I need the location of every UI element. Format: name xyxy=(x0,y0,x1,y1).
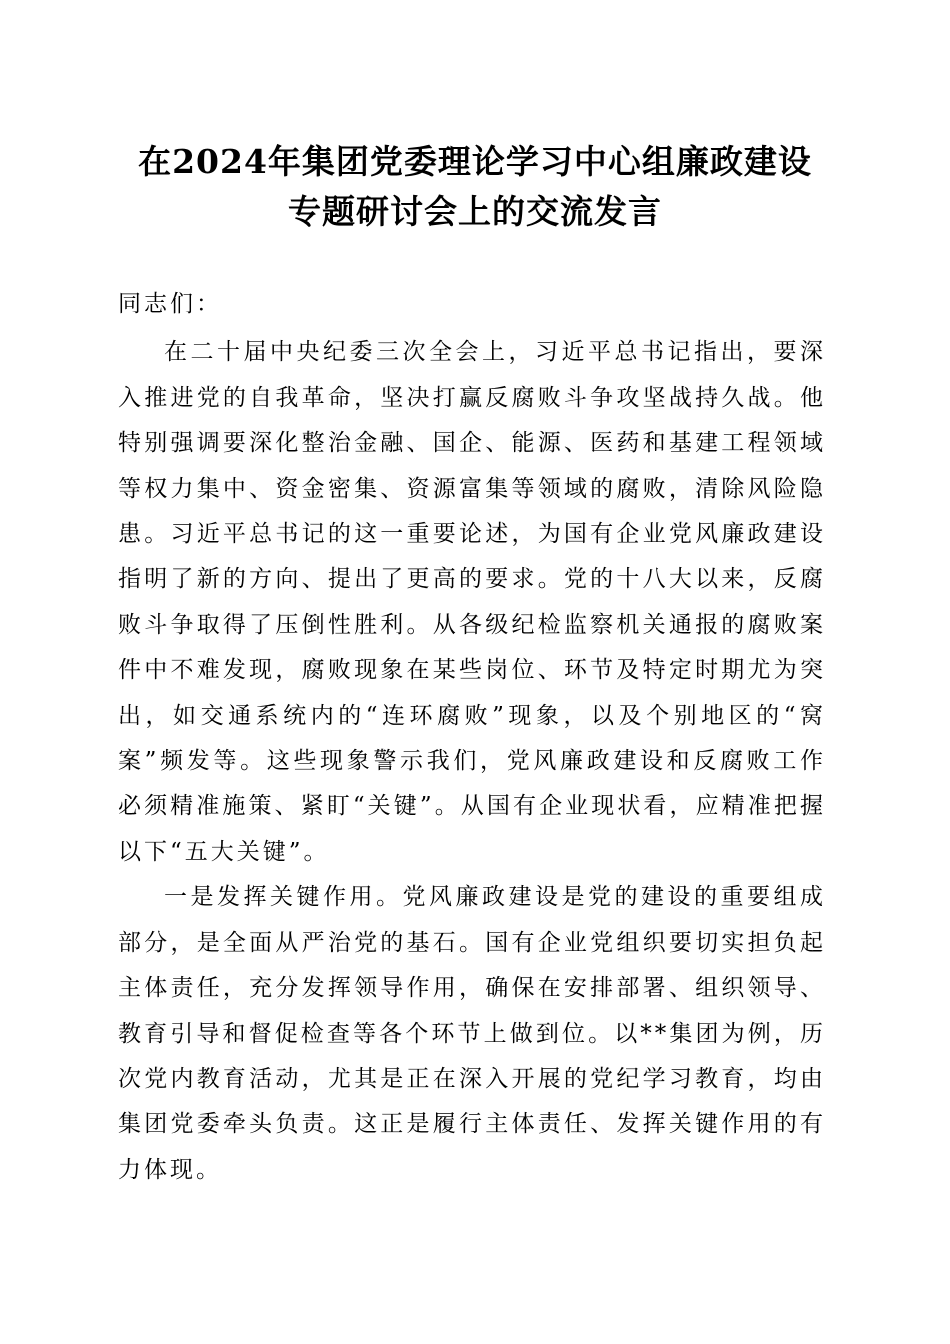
paragraph-lead-heading: 一是发挥关键作用。 xyxy=(164,884,403,911)
paragraph-key-point-1-text: 党风廉政建设是党的建设的重要组成部分，是全面从严治党的基石。国有企业党组织要切实担负起主体责任，充分发挥领导作用，确保在安排部署、组织领导、教育引导和督促检查等各个环节上做到位。以**集团为例，历次党内教育活动，尤其是正在深入开展的党纪学习教育，均由集团党委牵头负责。这正是履行主体责任、发挥关键作用的有力体现。 xyxy=(118,884,826,1183)
paragraph-key-point-1 xyxy=(118,875,826,1193)
paragraph-intro-text: 在二十届中央纪委三次全会上，习近平总书记指出，要深入推进党的自我革命，坚决打赢反腐败斗争攻坚战持久战。他特别强调要深化整治金融、国企、能源、医药和基建工程领域等权力集中、资金密集、资源富集等领域的腐败，清除风险隐患。习近平总书记的这一重要论述，为国有企业党风廉政建设指明了新的方向、提出了更高的要求。党的十八大以来，反腐败斗争取得了压倒性胜利。从各级纪检监察机关通报的腐败案件中不难发现，腐败现象在某些岗位、环节及特定时期尤为突出，如交通系统内的“连环腐败”现象，以及个别地区的“窝案”频发等。这些现象警示我们，党风廉政建设和反腐败工作必须精准施策、紧盯“关键”。从国有企业现状看，应精准把握以下“五大关键”。 xyxy=(118,339,826,865)
title-line-1: 在2024年集团党委理论学习中心组廉政建设 xyxy=(138,142,812,181)
paragraph-intro xyxy=(118,330,826,875)
document-title xyxy=(80,137,870,237)
salutation: 同志们： xyxy=(118,291,222,317)
title-line-2: 专题研讨会上的交流发言 xyxy=(288,192,662,231)
document-body xyxy=(118,282,826,1193)
